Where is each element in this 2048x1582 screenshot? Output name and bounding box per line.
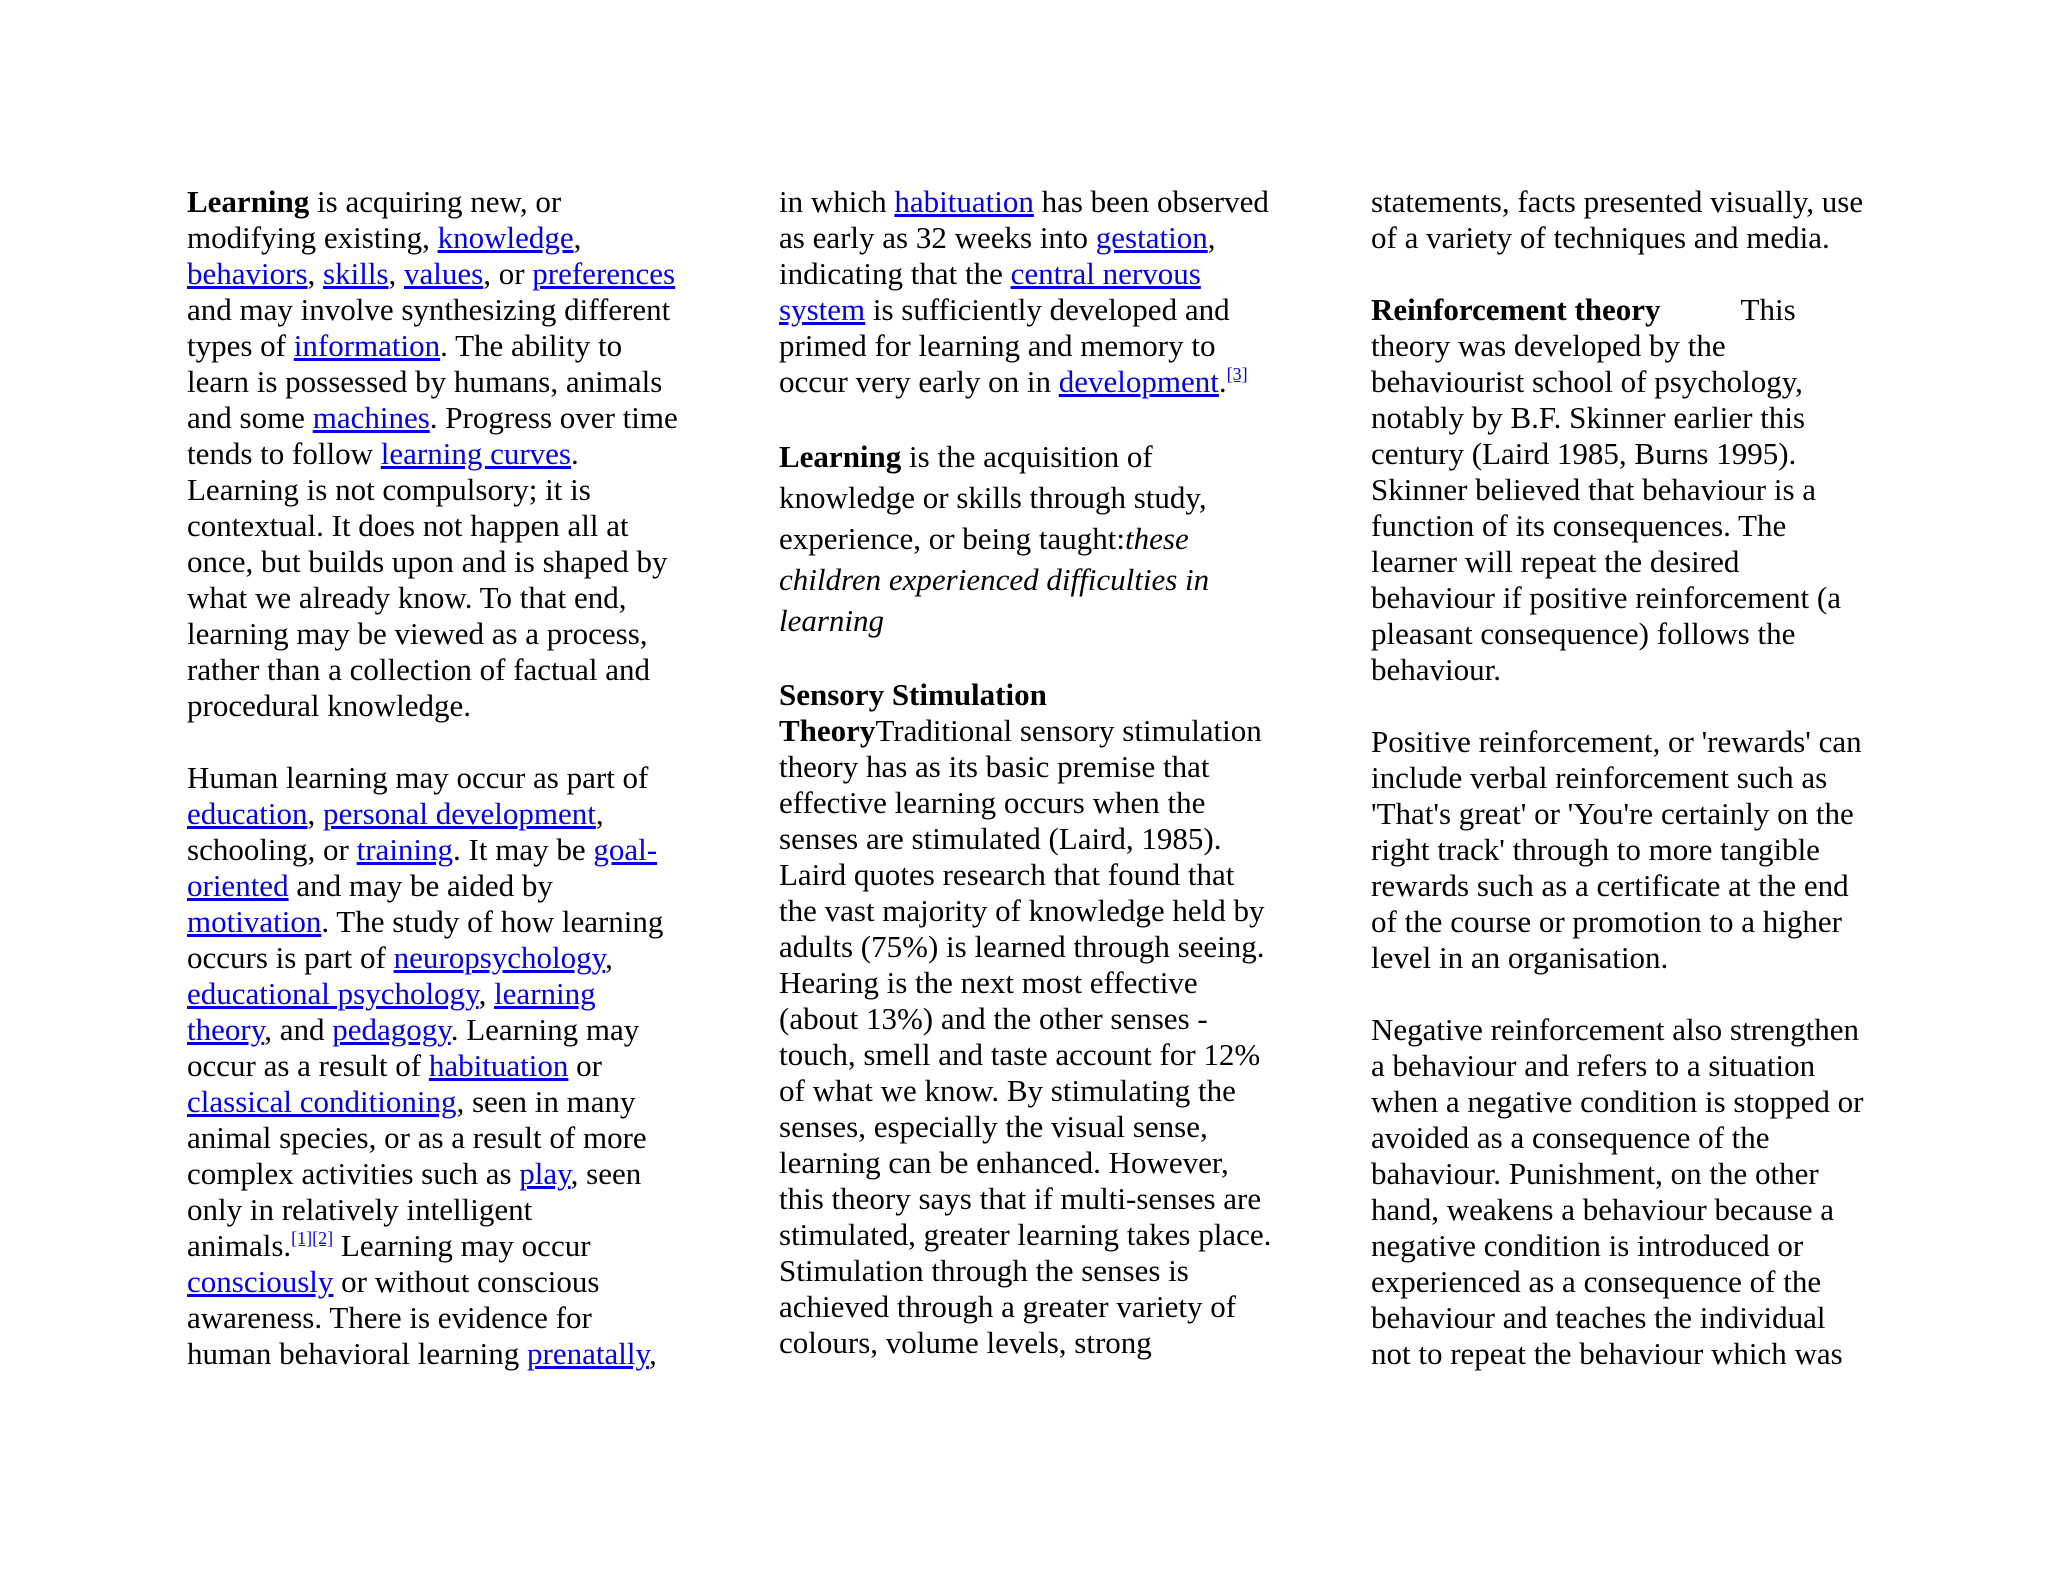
link-learning-theory[interactable]: learning bbox=[494, 976, 596, 1011]
link-educational-psychology[interactable]: educational psychology bbox=[187, 976, 479, 1011]
citation-1[interactable]: [1] bbox=[291, 1228, 313, 1248]
link-machines[interactable]: machines bbox=[312, 400, 430, 435]
link-training[interactable]: training bbox=[356, 832, 454, 867]
link-personal-development[interactable]: personal development bbox=[323, 796, 596, 831]
paragraph-positive-reinforcement: Positive reinforcement, or 'rewards' can include verbal reinforcement such as 'That's great' or 'You're certainly on the right track' through to more tangible rewards such as a certificate at the end of the course or promotion to a higher level in an organisation. bbox=[1371, 724, 1862, 975]
link-learning-theory[interactable]: theory bbox=[187, 1012, 265, 1047]
section-heading: Reinforcement theory bbox=[1371, 292, 1661, 327]
link-knowledge[interactable]: knowledge bbox=[437, 220, 574, 255]
bold-term: Learning bbox=[187, 184, 310, 219]
link-pedagogy[interactable]: pedagogy bbox=[332, 1012, 451, 1047]
link-gestation[interactable]: gestation bbox=[1095, 220, 1208, 255]
link-values[interactable]: values bbox=[404, 256, 484, 291]
link-classical-conditioning[interactable]: classical conditioning bbox=[187, 1084, 457, 1119]
link-development[interactable]: development bbox=[1058, 364, 1219, 399]
column-2 bbox=[779, 184, 1271, 1397]
link-motivation[interactable]: motivation bbox=[187, 904, 322, 939]
section-heading: Sensory Stimulation bbox=[779, 677, 1047, 712]
link-consciously[interactable]: consciously bbox=[187, 1264, 334, 1299]
link-goal-oriented[interactable]: goal- bbox=[593, 832, 658, 867]
paragraph-human-learning: Human learning may occur as part of education, personal development, schooling, or training. It may be goal- oriented and may be aided by motivation. The study of how learning occurs is part of neuropsychology, educational psychology, learning theory, and pedagogy. Learning may occur as a result of habituation or classical conditioning, seen in many animal species, or as a result of more complex activities such as play, seen only in relatively intelligent animals.[1][2] Learning may occur consciously or without conscious awareness. There is evidence for human behavioral learning prenatally, bbox=[187, 760, 664, 1371]
section-heading: Theory bbox=[779, 713, 876, 748]
paragraph-statements: statements, facts presented visually, use of a variety of techniques and media. bbox=[1371, 184, 1864, 255]
link-learning-curves[interactable]: learning curves bbox=[380, 436, 571, 471]
link-information[interactable]: information bbox=[293, 328, 441, 363]
column-3 bbox=[1371, 184, 1863, 1408]
link-education[interactable]: education bbox=[187, 796, 308, 831]
paragraph-habituation: in which habituation has been observed as early as 32 weeks into gestation, indicating that the central nervous system is sufficiently developed and primed for learning and memory to occur very early on in development.[3] bbox=[779, 184, 1269, 399]
link-habituation[interactable]: habituation bbox=[428, 1048, 569, 1083]
link-behaviors[interactable]: behaviors bbox=[187, 256, 308, 291]
link-skills[interactable]: skills bbox=[323, 256, 389, 291]
link-habituation[interactable]: habituation bbox=[894, 184, 1034, 219]
citation-3[interactable]: [3] bbox=[1226, 364, 1248, 384]
paragraph-learning-definition: Learning is acquiring new, or modifying existing, knowledge, behaviors, skills, values, or preferences and may involve synthesizing different types of information. The ability to learn is possessed by humans, animals and some machines. Progress over time tends to follow learning curves. Learning is not compulsory; it is contextual. It does not happen all at once, but builds upon and is shaped by what we already know. To that end, learning may be viewed as a process, rather than a collection of factual and procedural knowledge. bbox=[187, 184, 678, 723]
paragraph-reinforcement-theory: Reinforcement theory This theory was developed by the behaviourist school of psychology, notably by B.F. Skinner earlier this century (Laird 1985, Burns 1995). Skinner believed that behaviour is a function of its consequences. The learner will repeat the desired behaviour if positive reinforcement (a pleasant consequence) follows the behaviour. bbox=[1371, 292, 1841, 687]
link-central-nervous-system[interactable]: system bbox=[779, 292, 866, 327]
link-neuropsychology[interactable]: neuropsychology bbox=[393, 940, 606, 975]
paragraph-sensory-stimulation: Sensory Stimulation TheoryTraditional sensory stimulation theory has as its basic premise that effective learning occurs when the senses are stimulated (Laird, 1985). Laird quotes research that found that the vast majority of knowledge held by adults (75%) is learned through seeing. Hearing is the next most effective (about 13%) and the other senses - touch, smell and taste account for 12% of what we know. By stimulating the senses, especially the visual sense, learning can be enhanced. However, this theory says that if multi-senses are stimulated, greater learning takes place. Stimulation through the senses is achieved through a greater variety of colours, volume levels, strong bbox=[779, 677, 1272, 1360]
paragraph-negative-reinforcement: Negative reinforcement also strengthen a behaviour and refers to a situation when a negative condition is stopped or avoided as a consequence of the bahaviour. Punishment, on the other hand, weakens a behaviour because a negative condition is introduced or experienced as a consequence of the behaviour and teaches the individual not to repeat the behaviour which was bbox=[1371, 1012, 1864, 1371]
link-play[interactable]: play bbox=[519, 1156, 571, 1191]
column-1 bbox=[187, 184, 678, 1408]
link-preferences[interactable]: preferences bbox=[532, 256, 676, 291]
citation-2[interactable]: [2] bbox=[312, 1228, 334, 1248]
bold-term: Learning bbox=[779, 439, 902, 474]
link-prenatally[interactable]: prenatally bbox=[527, 1336, 649, 1371]
paragraph-learning-acquisition: Learning is the acquisition of knowledge or skills through study, experience, or being taught:these children experienced difficulties in learning bbox=[779, 439, 1210, 638]
link-central-nervous-system[interactable]: central nervous bbox=[1010, 256, 1201, 291]
link-goal-oriented[interactable]: oriented bbox=[187, 868, 289, 903]
